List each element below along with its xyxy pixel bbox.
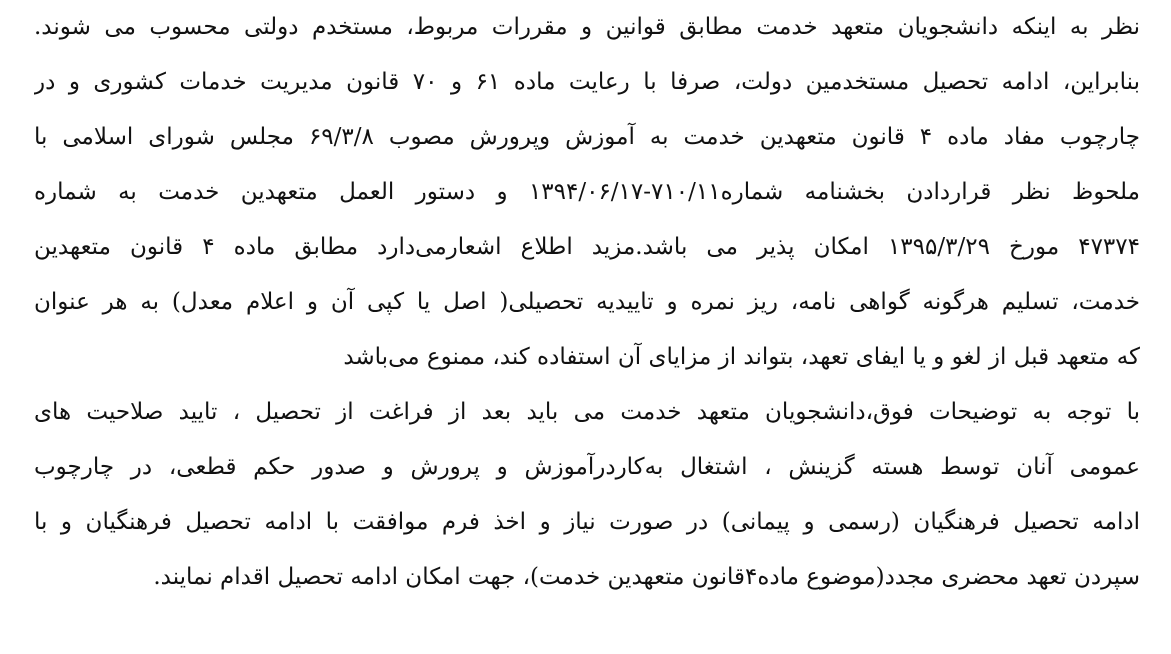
paragraph-1 <box>34 0 1140 385</box>
paragraph-2-line-4: سپردن تعهد محضری مجدد(موضوع ماده۴قانون متعهدین خدمت)، جهت امکان ادامه تحصیل اقدام نمایند. <box>153 564 1140 590</box>
paragraph-1-line-3: چارچوب مفاد ماده ۴ قانون متعهدین خدمت به آموزش وپرورش مصوب ۶۹/۳/۸ مجلس شورای اسلامی با <box>34 124 1140 150</box>
paragraph-2-line-1: با توجه به توضیحات فوق،دانشجویان متعهد خدمت می باید بعد از فراغت از تحصیل ، تایید صلاحیت های <box>34 399 1140 425</box>
paragraph-2-line-3: ادامه تحصیل فرهنگیان (رسمی و پیمانی) در صورت نیاز و اخذ فرم موافقت با ادامه تحصیل فرهنگیان و با <box>34 509 1140 535</box>
document-body <box>34 0 1140 605</box>
paragraph-1-line-4: ملحوظ نظر قراردادن بخشنامه شماره۷۱۰/۱۱-۱۳۹۴/۰۶/۱۷ و دستور العمل متعهدین خدمت به شماره <box>34 179 1140 205</box>
paragraph-1-line-6: خدمت، تسلیم هرگونه گواهی نامه، ریز نمره و تاییدیه تحصیلی( اصل یا کپی آن و اعلام معدل) به هر عنوان <box>34 289 1140 315</box>
paragraph-2-line-2: عمومی آنان توسط هسته گزینش ، اشتغال به‌کاردرآموزش و پرورش و صدور حکم قطعی، در چارچوب <box>34 454 1140 480</box>
paragraph-1-line-5: ۴۷۳۷۴ مورخ ۱۳۹۵/۳/۲۹ امکان پذیر می باشد.مزید اطلاع اشعارمی‌دارد مطابق ماده ۴ قانون متعهدین <box>34 234 1140 260</box>
paragraph-1-line-7: که متعهد قبل از لغو و یا ایفای تعهد، بتواند از مزایای آن استفاده کند، ممنوع می‌باشد <box>343 344 1140 370</box>
paragraph-1-line-1: نظر به اینکه دانشجویان متعهد خدمت مطابق قوانین و مقررات مربوط، مستخدم دولتی محسوب می شوند. <box>34 14 1140 40</box>
paragraph-2 <box>34 385 1140 605</box>
paragraph-1-line-2: بنابراین، ادامه تحصیل مستخدمین دولت، صرفا با رعایت ماده ۶۱ و ۷۰ قانون مدیریت خدمات کشوری و در <box>34 69 1140 95</box>
